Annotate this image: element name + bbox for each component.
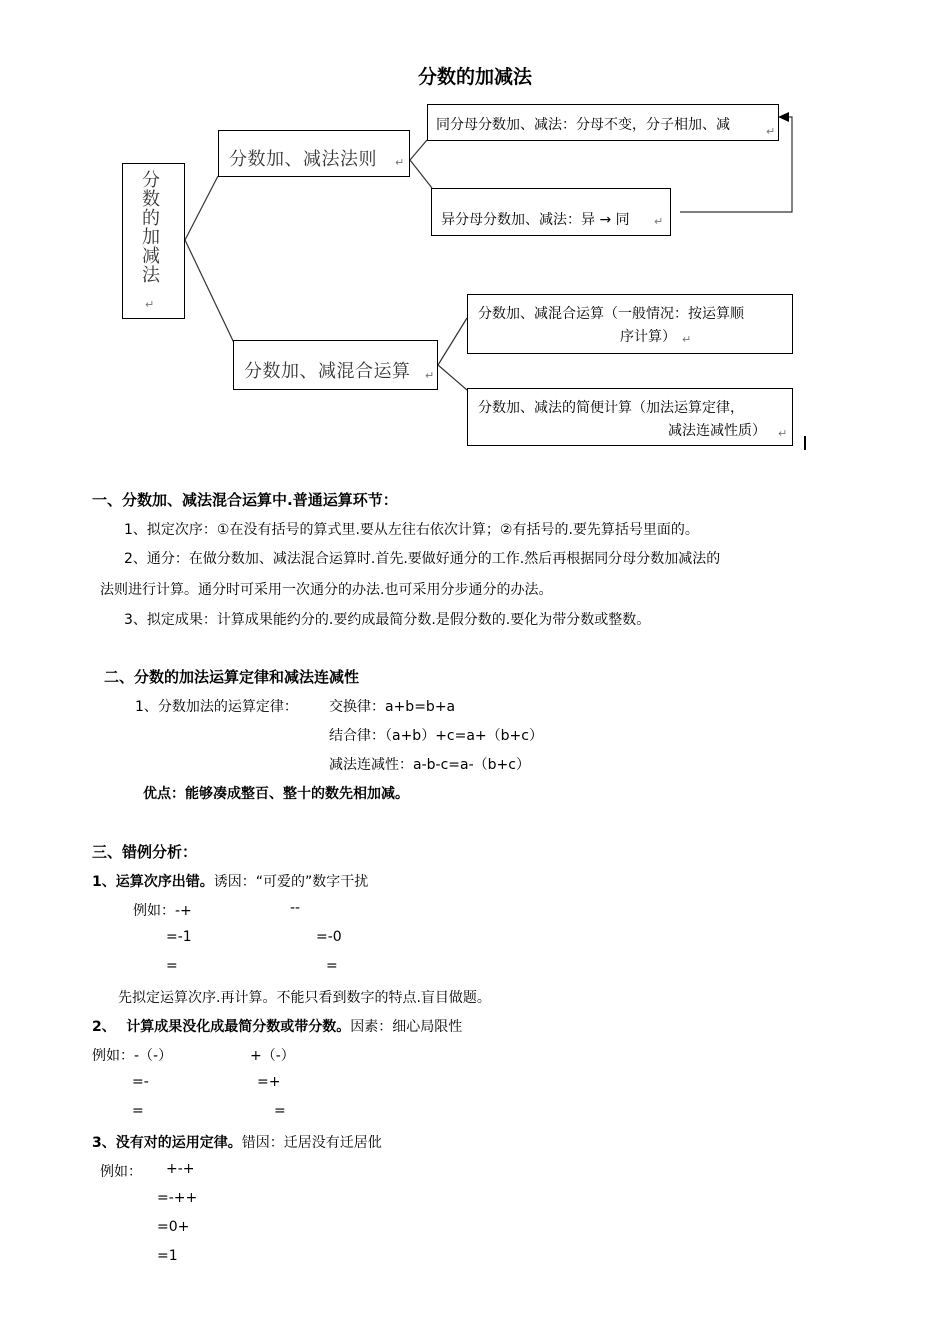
error2-number: 2、 xyxy=(92,1019,116,1035)
error3-example-label: 例如： xyxy=(100,1164,142,1180)
error2-example-left-3: = xyxy=(132,1103,144,1119)
error1-example-left-3: = xyxy=(166,958,178,974)
branch-mixed xyxy=(233,340,438,390)
error1-cause: 诱因：“可爱的”数字干扰 xyxy=(213,874,369,890)
section2-law-label: 1、分数加法的运算定律： xyxy=(135,699,298,715)
mixed-general xyxy=(467,294,793,354)
error3-cause: 错因：迁居没有迁居仳 xyxy=(241,1135,382,1151)
error2-example-right-3: = xyxy=(274,1103,286,1119)
section1-item2-line2: 法则进行计算。通分时可采用一次通分的办法.也可采用分步通分的办法。 xyxy=(100,582,553,598)
associative-law: 结合律：（a+b）+c=a+（b+c） xyxy=(329,728,543,744)
paragraph-mark: ↵ xyxy=(654,215,664,228)
section2-advantage: 优点：能够凑成整百、整十的数先相加减。 xyxy=(143,786,409,802)
paragraph-mark: ↵ xyxy=(766,125,776,138)
branch-mixed-label: 分数加、减混合运算 xyxy=(244,361,411,382)
error1-note: 先拟定运算次序.再计算。不能只看到数字的特点.盲目做题。 xyxy=(118,990,491,1006)
error2-label: 计算成果没化成最简分数或带分数。 xyxy=(126,1019,351,1035)
section3-heading: 三、错例分析： xyxy=(92,843,198,861)
error2-example-left-2: =- xyxy=(132,1074,149,1090)
section1-item2-line1: 2、通分：在做分数加、减法混合运算时.首先.要做好通分的工作.然后再根据同分母分数加减法的 xyxy=(124,551,721,567)
paragraph-mark: ↵ xyxy=(682,333,692,346)
connector-root-branch1 xyxy=(185,176,218,240)
paragraph-mark: ↵ xyxy=(145,298,155,311)
section2-heading: 二、分数的加法运算定律和减法连减性 xyxy=(104,668,360,686)
arrow-head xyxy=(778,112,789,122)
error1-example-right-1: -- xyxy=(290,900,301,916)
error1-title xyxy=(92,871,368,891)
error3-title xyxy=(92,1132,382,1152)
page-title: 分数的加减法 xyxy=(417,66,532,88)
connector-root-branch2 xyxy=(185,240,235,345)
paragraph-mark: ↵ xyxy=(778,427,788,440)
connector-branch1-item1 xyxy=(410,140,427,160)
error3-example-3: =0+ xyxy=(157,1219,190,1235)
text-cursor xyxy=(804,436,806,450)
error2-example-right-1: +（-） xyxy=(250,1048,295,1064)
error1-example-left-1: 例如：-+ xyxy=(133,903,192,919)
root-label: 分数的加减法 xyxy=(139,170,160,284)
error3-label: 3、没有对的运用定律。 xyxy=(92,1135,242,1151)
connector-branch2-item2 xyxy=(438,365,467,390)
rule-different-denominator-label: 异分母分数加、减法：异 → 同 xyxy=(441,212,630,228)
rule-different-denominator xyxy=(431,188,671,236)
error1-example-right-3: = xyxy=(326,958,338,974)
mindmap-root xyxy=(122,163,185,319)
rule-same-denominator-label: 同分母分数加、减法：分母不变，分子相加、减 xyxy=(436,117,730,133)
error2-example-right-2: =+ xyxy=(257,1074,281,1090)
connector-branch1-item2 xyxy=(410,160,432,188)
commutative-law: 交换律：a+b=b+a xyxy=(329,699,456,715)
paragraph-mark: ↵ xyxy=(395,156,405,169)
error2-example-left-1: 例如：-（-） xyxy=(92,1048,173,1064)
rule-same-denominator xyxy=(427,104,779,141)
error1-example-left-2: =-1 xyxy=(166,929,192,945)
mixed-general-line1: 分数加、减混合运算（一般情况：按运算顺 xyxy=(478,306,744,322)
subtraction-property: 减法连减性：a-b-c=a-（b+c） xyxy=(329,757,530,773)
error2-cause: 因素：细心局限性 xyxy=(350,1019,463,1035)
connector-branch2-item1 xyxy=(438,318,467,365)
error3-example-1: +-+ xyxy=(166,1161,195,1177)
section1-item3: 3、拟定成果：计算成果能约分的.要约成最简分数.是假分数的.要化为带分数或整数。 xyxy=(124,612,651,628)
mixed-general-line2: 序计算） xyxy=(620,329,676,345)
section1-item1: 1、拟定次序：①在没有括号的算式里.要从左往右依次计算；②有括号的.要先算括号里面的。 xyxy=(124,522,699,538)
error1-example-right-2: =-0 xyxy=(316,929,342,945)
mixed-simplified xyxy=(467,388,793,446)
error3-example-4: =1 xyxy=(157,1248,178,1264)
error3-example-2: =-++ xyxy=(157,1190,198,1206)
branch-rules xyxy=(218,130,410,177)
mixed-simplified-line2: 减法连减性质） xyxy=(668,423,766,439)
section1-heading: 一、分数加、减法混合运算中.普通运算环节： xyxy=(92,491,398,509)
error2-title xyxy=(92,1016,462,1036)
paragraph-mark: ↵ xyxy=(425,369,435,382)
branch-rules-label: 分数加、减法法则 xyxy=(229,149,377,170)
mixed-simplified-line1: 分数加、减法的简便计算（加法运算定律， xyxy=(478,400,744,416)
error1-label: 1、运算次序出错。 xyxy=(92,874,214,890)
